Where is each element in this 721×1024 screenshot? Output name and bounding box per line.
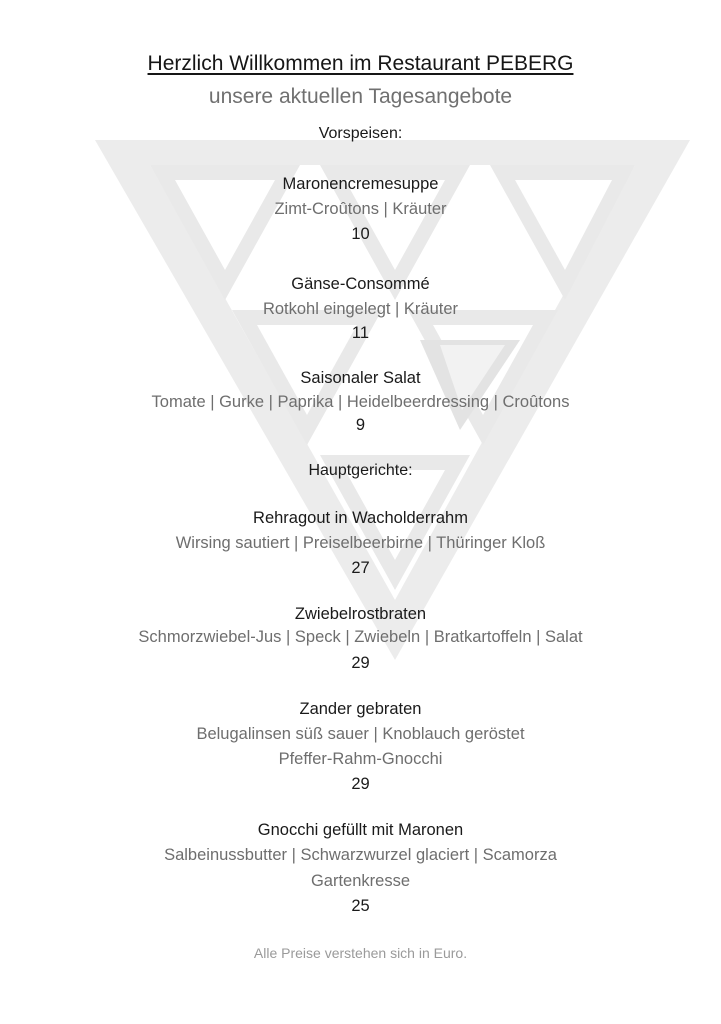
dish-name: Gnocchi gefüllt mit Maronen	[257, 821, 464, 839]
dish-description: Tomate | Gurke | Paprika | Heidelbeerdressing | Croûtons	[151, 393, 570, 411]
section-title-mains: Hauptgerichte:	[308, 462, 413, 479]
dish-description: Pfeffer-Rahm-Gnocchi	[278, 750, 443, 768]
dish-price: 10	[351, 225, 370, 243]
price-note: Alle Preise verstehen sich in Euro.	[253, 945, 468, 961]
page-subtitle: unsere aktuellen Tagesangebote	[208, 85, 513, 108]
dish-name: Maronencremesuppe	[282, 175, 439, 193]
dish-price: 27	[351, 559, 370, 577]
dish-name: Zwiebelrostbraten	[294, 605, 427, 623]
dish-name: Gänse-Consommé	[291, 275, 430, 293]
dish-price: 25	[351, 897, 370, 915]
dish-name: Rehragout in Wacholderrahm	[253, 509, 468, 527]
dish-description: Zimt-Croûtons | Kräuter	[274, 200, 447, 218]
dish-description: Gartenkresse	[310, 872, 411, 890]
dish-description: Schmorzwiebel-Jus | Speck | Zwiebeln | Bratkartoffeln | Salat	[138, 628, 583, 646]
dish-price: 29	[351, 775, 370, 793]
dish-description: Wirsing sautiert | Preiselbeerbirne | Thüringer Kloß	[175, 534, 546, 552]
dish-price: 29	[351, 654, 370, 672]
page-title: Herzlich Willkommen im Restaurant PEBERG	[147, 52, 574, 75]
dish-description: Belugalinsen süß sauer | Knoblauch geröstet	[196, 725, 525, 743]
section-title-starters: Vorspeisen:	[318, 125, 403, 142]
dish-price: 11	[351, 324, 370, 342]
dish-description: Rotkohl eingelegt | Kräuter	[262, 300, 459, 318]
dish-price: 9	[355, 416, 366, 434]
dish-name: Saisonaler Salat	[300, 369, 421, 387]
dish-name: Zander gebraten	[299, 700, 422, 718]
dish-description: Salbeinussbutter | Schwarzwurzel glaciert | Scamorza	[164, 846, 557, 864]
